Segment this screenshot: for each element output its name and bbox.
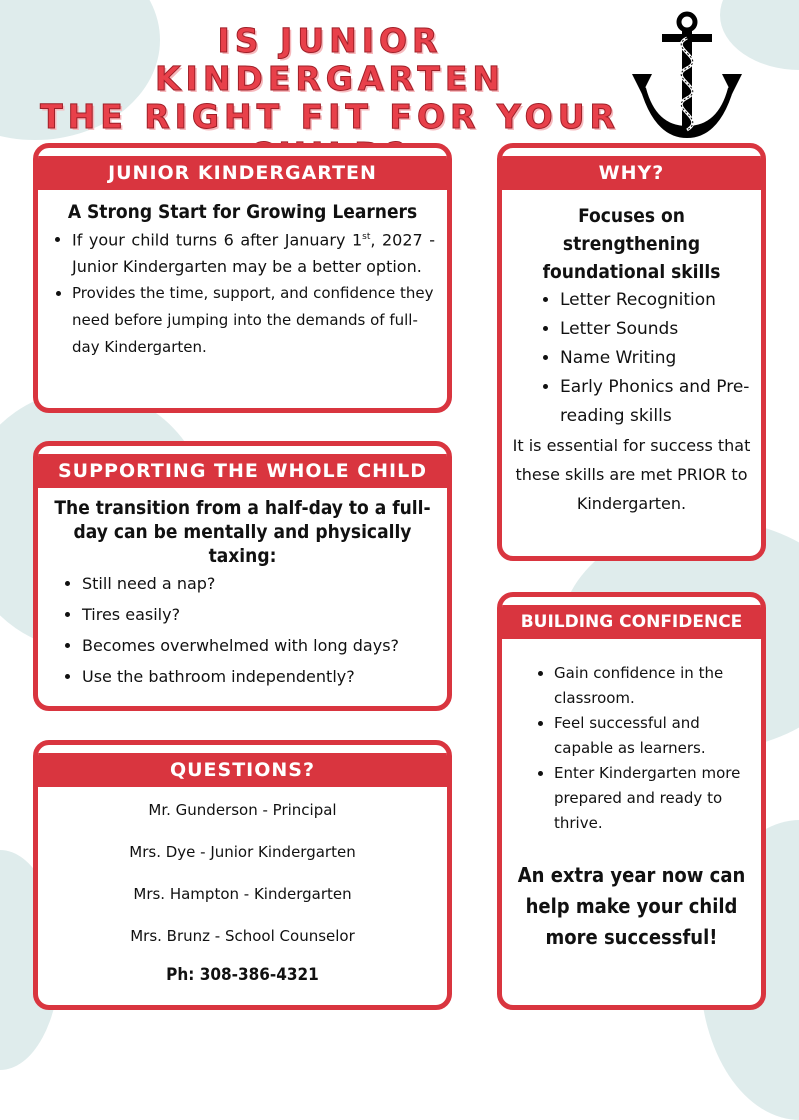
- whole-child-card: [33, 441, 452, 711]
- why-footer: It is essential for success that these skills are met PRIOR to Kindergarten.: [512, 436, 751, 513]
- building-confidence-closing: An extra year now can help make your child more successful!: [517, 863, 746, 949]
- contact-principal: Mr. Gunderson - Principal: [148, 801, 337, 819]
- list-item: • Use the bathroom independently?: [82, 661, 447, 692]
- contact-school-counselor: Mrs. Brunz - School Counselor: [130, 927, 355, 945]
- whole-child-subheading: The transition from a half-day to a full-day can be mentally and physically taxing:: [54, 497, 431, 567]
- building-confidence-heading: BUILDING CONFIDENCE: [502, 600, 761, 639]
- list-item: • Enter Kindergarten more prepared and ready to thrive.: [554, 761, 753, 836]
- list-item: • Feel successful and capable as learners.: [554, 711, 753, 761]
- junior-kindergarten-heading: JUNIOR KINDERGARTEN: [38, 151, 447, 190]
- questions-heading: QUESTIONS?: [38, 748, 447, 787]
- list-item: • Still need a nap?: [82, 568, 447, 599]
- contact-kindergarten: Mrs. Hampton - Kindergarten: [133, 885, 352, 903]
- why-card: [497, 143, 766, 561]
- list-item: • Early Phonics and Pre-reading skills: [560, 373, 755, 431]
- title-line-2: THE RIGHT FIT FOR YOUR: [40, 97, 620, 136]
- list-item: • Name Writing: [560, 344, 755, 373]
- list-item: • Tires easily?: [82, 599, 447, 630]
- list-item: • Gain confidence in the classroom.: [554, 661, 753, 711]
- jk-bullet-1-part-a: If your child turns 6 after January 1: [72, 230, 363, 250]
- title-line-1: IS JUNIOR KINDERGARTEN: [154, 21, 506, 98]
- contact-phone: Ph: 308-386-4321: [166, 965, 319, 985]
- jk-bullet-1-superscript: st: [362, 232, 371, 242]
- junior-kindergarten-card: [33, 143, 452, 413]
- why-subheading: Focuses on strengthening foundational skills: [542, 205, 721, 283]
- list-item: [72, 224, 435, 280]
- questions-card: [33, 740, 452, 1010]
- jk-bullet-1-part-b: , 2027 - Junior Kindergarten may be a better option.: [72, 230, 436, 277]
- contact-junior-kindergarten: Mrs. Dye - Junior Kindergarten: [129, 843, 356, 861]
- junior-kindergarten-subheading: A Strong Start for Growing Learners: [67, 201, 418, 223]
- list-item: • Letter Sounds: [560, 315, 755, 344]
- whole-child-heading: SUPPORTING THE WHOLE CHILD: [38, 449, 447, 488]
- anchor-icon: [632, 8, 742, 148]
- list-item: • Becomes overwhelmed with long days?: [82, 630, 447, 661]
- list-item: • Provides the time, support, and confidence they need before jumping into the demands of full-day Kindergarten.: [72, 280, 435, 361]
- why-heading: WHY?: [502, 151, 761, 190]
- building-confidence-card: [497, 592, 766, 1010]
- list-item: • Letter Recognition: [560, 286, 755, 315]
